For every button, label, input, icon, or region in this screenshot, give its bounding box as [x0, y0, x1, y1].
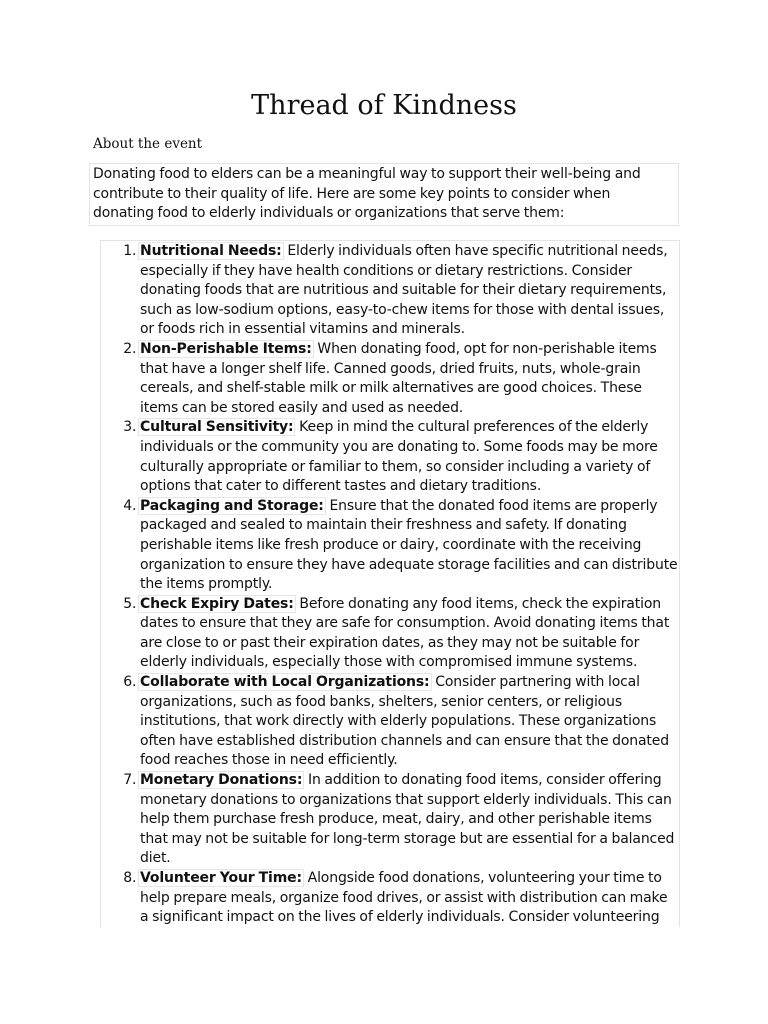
list-item	[140, 497, 679, 595]
point-text: Keep in mind the cultural preferences of the elderly individuals or the community you are donating to. Some foods may be more culturally appropriate or familiar to them, so consider including a variety of options that cater to different tastes and dietary traditions.	[140, 419, 658, 495]
point-term: Nutritional Needs:	[140, 243, 282, 259]
point-term: Cultural Sensitivity:	[140, 419, 294, 436]
point-term: Non-Perishable Items:	[140, 340, 312, 357]
list-item	[140, 418, 679, 496]
list-item	[140, 340, 679, 418]
list-item	[140, 242, 679, 340]
key-points-box	[100, 240, 680, 927]
intro-paragraph: Donating food to elders can be a meaningful way to support their well-being and contribute to their quality of life. Here are some key points to consider when donating food to elderly individuals or organizations that serve them:	[89, 163, 679, 226]
point-text: Elderly individuals often have specific nutritional needs, especially if they have health conditions or dietary restrictions. Consider donating foods that are nutritious and suitable for their dietary requirements, such as low-sodium options, easy-to-chew items for those with dental issues, or foods rich in essential vitamins and minerals.	[140, 243, 668, 338]
point-text: Alongside food donations, volunteering your time to help prepare meals, organize food drives, or assist with distribution can make a significant impact on the lives of elderly individuals. Consider volunteering	[140, 870, 668, 926]
point-text: Consider partnering with local organizations, such as food banks, shelters, senior centers, or religious institutions, that work directly with elderly populations. These organizations often have established distribution channels and can ensure that the donated food reaches those in need efficiently.	[140, 674, 669, 769]
point-text: Before donating any food items, check the expiration dates to ensure that they are safe for consumption. Avoid donating items that are close to or past their expiration dates, as they may not be suitable for elderly individuals, especially those with compromised immune systems.	[140, 595, 670, 671]
list-item	[140, 673, 679, 771]
point-term: Collaborate with Local Organizations:	[140, 674, 430, 691]
point-term: Packaging and Storage:	[140, 497, 324, 514]
section-label: About the event	[93, 136, 203, 152]
list-item	[140, 869, 679, 927]
list-item	[140, 771, 679, 869]
point-term: Check Expiry Dates:	[140, 595, 294, 612]
key-points-list	[101, 242, 679, 927]
point-term: Volunteer Your Time:	[140, 870, 302, 886]
list-item	[140, 595, 679, 673]
point-text: In addition to donating food items, consider offering monetary donations to organizations that support elderly individuals. This can help them purchase fresh produce, meat, dairy, and other perishable items that may not be suitable for long-term storage but are essential for a balanced diet.	[140, 772, 675, 867]
point-term: Monetary Donations:	[140, 772, 303, 789]
page-title: Thread of Kindness	[251, 90, 517, 121]
point-text: When donating food, opt for non-perishable items that have a longer shelf life. Canned goods, dried fruits, nuts, whole-grain cereals, and shelf-stable milk or milk alternatives are good choices. These items can be stored easily and used as needed.	[140, 340, 657, 416]
point-text: Ensure that the donated food items are properly packaged and sealed to maintain their freshness and safety. If donating perishable items like fresh produce or dairy, coordinate with the receiving organization to ensure they have adequate storage facilities and can distribute the items promptly.	[140, 497, 678, 593]
